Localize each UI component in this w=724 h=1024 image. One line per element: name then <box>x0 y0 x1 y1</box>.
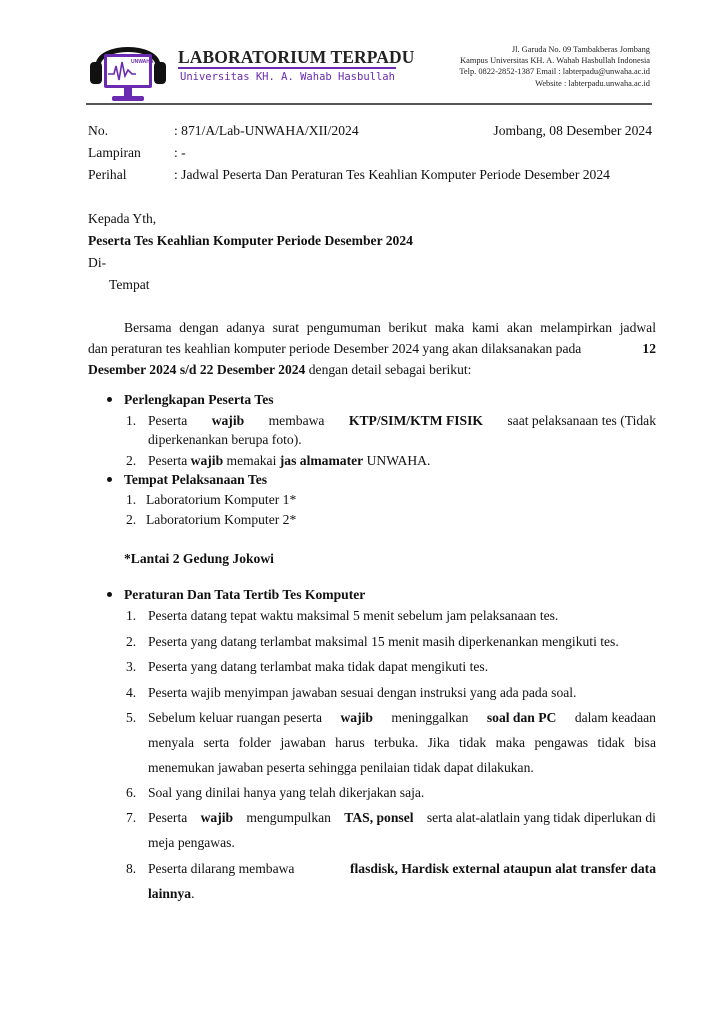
text-part: Peserta <box>148 810 188 825</box>
section-title-peraturan: Peraturan Dan Tata Tertib Tes Komputer <box>124 587 366 602</box>
greeting: Kepada Yth, <box>88 211 157 226</box>
list-number: 7. <box>126 810 137 825</box>
text-part: Peserta dilarang membawa <box>148 861 295 876</box>
text-part: serta alat-alatlain yang tidak diperlukan di <box>426 810 656 825</box>
bullet-icon <box>107 477 112 482</box>
lampiran-value: : - <box>174 145 186 160</box>
location-note: *Lantai 2 Gedung Jokowi <box>124 551 274 566</box>
perihal-label: Perihal <box>88 167 127 182</box>
list-number: 1. <box>126 413 137 428</box>
no-label: No. <box>88 123 109 138</box>
text-bold: jas almamater <box>279 453 364 468</box>
recipient-name: Peserta Tes Keahlian Komputer Periode Desember 2024 <box>88 233 413 248</box>
text-bold: wajib <box>340 710 373 725</box>
logo-text: UNWAHA <box>131 59 154 65</box>
letter-date: Jombang, 08 Desember 2024 <box>493 123 652 138</box>
no-value: : 871/A/Lab-UNWAHA/XII/2024 <box>174 123 359 138</box>
lab-logo-icon <box>84 36 172 106</box>
text-bold: wajib <box>200 810 234 825</box>
rule-8-line-1 <box>148 860 656 877</box>
title-underline <box>178 67 396 69</box>
rule-8-line-2 <box>148 885 194 902</box>
text-part: . <box>191 886 195 901</box>
list-number: 2. <box>126 453 137 468</box>
text-bold: flasdisk, Hardisk external ataupun alat transfer data <box>349 861 656 876</box>
list-number: 1. <box>126 492 137 507</box>
intro-date-range: Desember 2024 s/d 22 Desember 2024 <box>88 362 306 377</box>
text-part: saat pelaksanaan tes (Tidak <box>507 413 656 428</box>
rule-5-line-1 <box>148 709 656 726</box>
lab-title: LABORATORIUM TERPADU <box>178 47 415 67</box>
intro-line-3-text: dengan detail sebagai berikut: <box>305 362 472 377</box>
text-part: Sebelum keluar ruangan peserta <box>148 710 323 725</box>
text-part: Peserta <box>148 453 191 468</box>
s1-item-1-line-2: diperkenankan berupa foto). <box>148 432 302 447</box>
text-part: membawa <box>268 413 325 428</box>
address-line: Jl. Garuda No. 09 Tambakberas Jombang <box>511 45 650 54</box>
list-number: 2. <box>126 512 137 527</box>
s2-item-2: Laboratorium Komputer 2* <box>146 512 297 527</box>
rule-4: Peserta wajib menyimpan jawaban sesuai dengan instruksi yang ada pada soal. <box>148 685 577 700</box>
text-bold: KTP/SIM/KTM FISIK <box>348 413 483 428</box>
s1-item-2 <box>148 452 430 469</box>
list-number: 2. <box>126 634 137 649</box>
text-bold: wajib <box>190 453 224 468</box>
list-number: 1. <box>126 608 137 623</box>
list-number: 6. <box>126 785 137 800</box>
section-title-tempat: Tempat Pelaksanaan Tes <box>124 472 268 487</box>
rule-5-line-2: menyala serta folder jawaban harus terbuka. Jika tidak maka pengawas tidak bisa <box>148 735 656 750</box>
text-part: meninggalkan <box>391 710 469 725</box>
intro-line-1: Bersama dengan adanya surat pengumuman berikut maka kami akan melampirkan jadwal <box>124 320 656 335</box>
list-number: 3. <box>126 659 137 674</box>
lampiran-label: Lampiran <box>88 145 141 160</box>
rule-2: Peserta yang datang terlambat maksimal 15 menit masih diperkenankan mengikuti tes. <box>148 634 619 649</box>
letterhead-divider <box>86 103 652 105</box>
intro-line-3 <box>88 361 471 378</box>
s2-item-1: Laboratorium Komputer 1* <box>146 492 297 507</box>
text-bold: soal dan PC <box>486 710 557 725</box>
text-part: mengumpulkan <box>246 810 331 825</box>
text-bold: wajib <box>211 413 245 428</box>
university-name: Universitas KH. A. Wahab Hasbullah <box>180 71 395 83</box>
rule-1: Peserta datang tepat waktu maksimal 5 menit sebelum jam pelaksanaan tes. <box>148 608 559 623</box>
text-part: memakai <box>223 453 280 468</box>
address-line: Kampus Universitas KH. A. Wahab Hasbullah Indonesia <box>460 56 650 66</box>
intro-line-2-text: dan peraturan tes keahlian komputer periode Desember 2024 yang akan dilaksanakan pada <box>88 341 582 356</box>
bullet-icon <box>107 592 112 597</box>
text-part: Peserta <box>148 413 188 428</box>
text-bold: lainnya <box>148 886 192 901</box>
rule-6: Soal yang dinilai hanya yang telah dikerjakan saja. <box>148 785 425 800</box>
address-line: Website : labterpadu.unwaha.ac.id <box>535 78 650 88</box>
text-bold: TAS, ponsel <box>344 810 414 825</box>
address-line: Telp. 0822-2852-1387 Email : labterpadu@unwaha.ac.id <box>459 67 650 77</box>
list-number: 8. <box>126 861 137 876</box>
text-part: UNWAHA. <box>363 453 431 468</box>
text-part: dalam keadaan <box>574 710 656 725</box>
recipient-tempat: Tempat <box>109 277 150 292</box>
rule-7-line-2: meja pengawas. <box>148 835 235 850</box>
list-number: 5. <box>126 710 137 725</box>
letterhead-address <box>459 44 650 89</box>
rule-7-line-1 <box>148 809 656 826</box>
perihal-value: : Jadwal Peserta Dan Peraturan Tes Keahlian Komputer Periode Desember 2024 <box>174 167 610 182</box>
recipient-di: Di- <box>88 255 107 270</box>
intro-date-start: 12 <box>642 341 656 356</box>
bullet-icon <box>107 397 112 402</box>
rule-5-line-3: menemukan jawaban peserta sehingga penilaian tidak dapat dilakukan. <box>148 760 534 775</box>
s1-item-1-line-1 <box>148 412 656 429</box>
section-title-perlengkapan: Perlengkapan Peserta Tes <box>124 392 274 407</box>
rule-3: Peserta yang datang terlambat maka tidak dapat mengikuti tes. <box>148 659 489 674</box>
intro-line-2 <box>88 340 656 357</box>
list-number: 4. <box>126 685 137 700</box>
